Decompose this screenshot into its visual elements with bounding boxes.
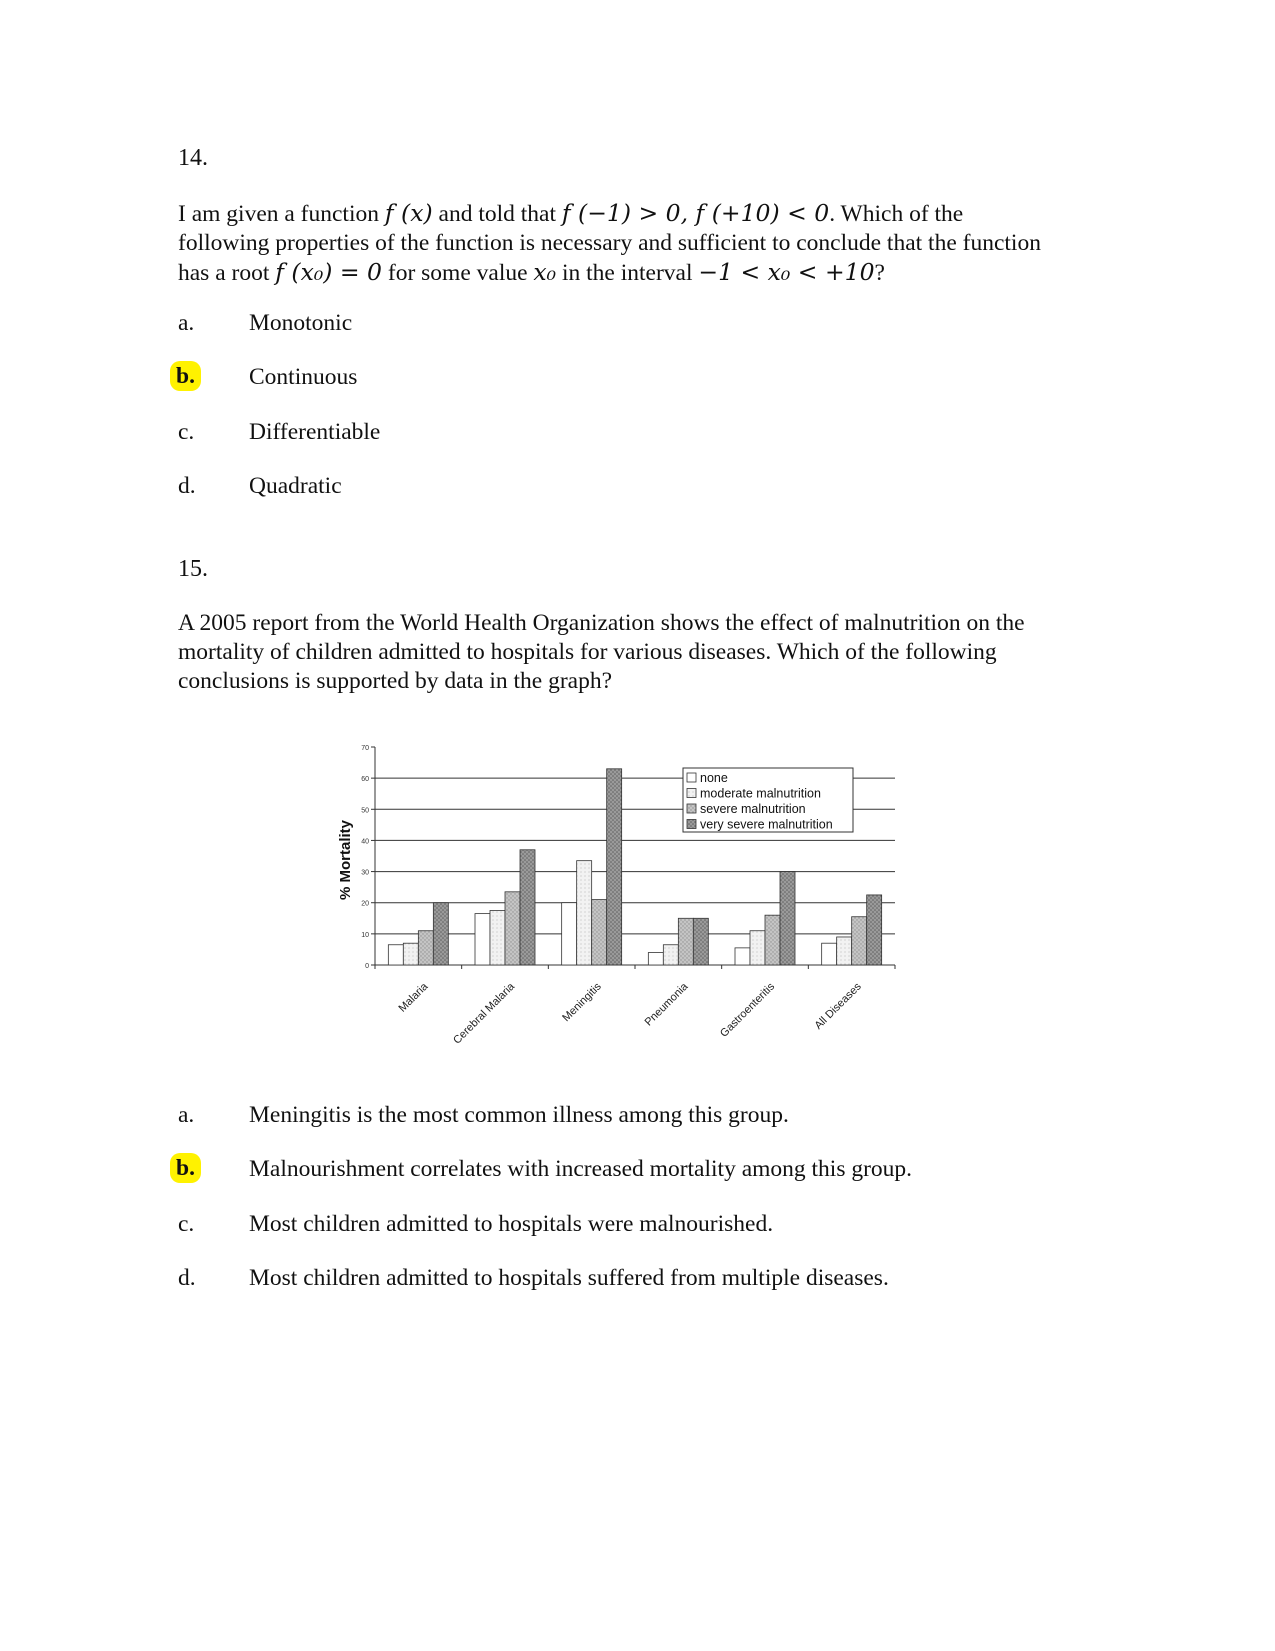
bar-meningitis-1 xyxy=(577,861,592,965)
chart-y-axis-label: % Mortality xyxy=(337,819,354,901)
bar-pneumonia-3 xyxy=(693,918,708,965)
x-category-label: Malaria xyxy=(396,980,431,1015)
bar-pneumonia-0 xyxy=(648,953,663,965)
q15-option-b-text: Malnourishment correlates with increased mortality among this group. xyxy=(249,1156,913,1182)
q14-stem-text-6: ? xyxy=(874,260,885,286)
q15-option-d-text: Most children admitted to hospitals suffered from multiple diseases. xyxy=(249,1265,889,1291)
q14-condition-expr: f (−1) > 0, f (+10) < 0 xyxy=(561,199,830,227)
y-tick-label: 20 xyxy=(361,900,369,908)
question-15-stem: A 2005 report from the World Health Organization shows the effect of malnutrition on the mortality of children admitted to hospitals for various diseases. Which of the following conclusions is supported by data in the graph? xyxy=(178,610,1025,694)
x-category-label: Cerebral Malaria xyxy=(451,980,518,1047)
q15-option-b-letter-highlighted: b. xyxy=(170,1153,201,1183)
bar-all-diseases-0 xyxy=(822,943,837,965)
y-tick-label: 70 xyxy=(361,745,369,752)
bar-gastroenteritis-3 xyxy=(780,872,795,965)
q14-stem-text-1: I am given a function xyxy=(178,201,385,227)
bar-malaria-1 xyxy=(403,943,418,965)
q14-option-d-text: Quadratic xyxy=(249,473,342,499)
bar-all-diseases-2 xyxy=(852,917,867,965)
y-tick-label: 60 xyxy=(361,776,369,784)
q14-stem-text-5: in the interval xyxy=(556,260,699,286)
bar-meningitis-0 xyxy=(562,903,577,965)
bar-pneumonia-2 xyxy=(678,918,693,965)
y-tick-label: 0 xyxy=(365,963,369,970)
legend-swatch xyxy=(687,820,696,829)
chart-x-labels xyxy=(396,980,864,1047)
y-tick-label: 10 xyxy=(361,931,369,939)
q14-option-a-text: Monotonic xyxy=(249,310,353,336)
mortality-bar-chart xyxy=(320,735,940,1080)
bar-gastroenteritis-0 xyxy=(735,948,750,965)
bar-gastroenteritis-2 xyxy=(765,915,780,965)
bar-cerebral-malaria-0 xyxy=(475,914,490,965)
bar-pneumonia-1 xyxy=(663,945,678,965)
bar-all-diseases-3 xyxy=(867,895,882,965)
q14-option-a-letter: a. xyxy=(178,310,195,336)
bar-malaria-0 xyxy=(388,945,403,965)
y-tick-label: 40 xyxy=(361,838,369,846)
q15-option-a-text: Meningitis is the most common illness among this group. xyxy=(249,1102,789,1128)
x-category-label: Gastroenteritis xyxy=(718,980,778,1040)
bar-meningitis-2 xyxy=(592,900,607,965)
x-category-label: All Diseases xyxy=(812,980,864,1032)
bar-all-diseases-1 xyxy=(837,937,852,965)
q14-option-d-letter: d. xyxy=(178,473,196,499)
question-number-14: 14. xyxy=(178,145,208,171)
bar-malaria-3 xyxy=(433,903,448,965)
x-category-label: Pneumonia xyxy=(642,980,691,1029)
q15-option-d-letter: d. xyxy=(178,1265,196,1291)
legend-swatch xyxy=(687,789,696,798)
legend-entry: none xyxy=(700,771,728,785)
q14-root-expr: f (x₀) = 0 xyxy=(275,258,383,286)
bar-cerebral-malaria-2 xyxy=(505,892,520,965)
bar-cerebral-malaria-3 xyxy=(520,850,535,965)
q14-stem-text-3: . Which of the following properties of the function is necessary and sufficient to conclude that the function has a root xyxy=(178,201,1041,286)
legend-entry: very severe malnutrition xyxy=(700,817,833,832)
question-number-15: 15. xyxy=(178,556,208,582)
legend-swatch xyxy=(687,804,696,813)
q15-option-c-text: Most children admitted to hospitals were malnourished. xyxy=(249,1211,774,1237)
bar-cerebral-malaria-1 xyxy=(490,911,505,966)
chart-legend xyxy=(683,768,853,832)
x-category-label: Meningitis xyxy=(560,980,604,1025)
legend-entry: severe malnutrition xyxy=(700,802,806,816)
legend-entry: moderate malnutrition xyxy=(700,786,821,801)
bar-meningitis-3 xyxy=(607,769,622,965)
question-14-stem xyxy=(178,199,1058,288)
q14-option-c-text: Differentiable xyxy=(249,419,381,445)
y-tick-label: 50 xyxy=(361,807,369,815)
q14-interval-expr: −1 < x₀ < +10 xyxy=(698,258,875,286)
q14-stem-text-2: and told that xyxy=(432,201,562,227)
q14-function-expr: f (x) xyxy=(384,199,433,227)
bar-gastroenteritis-1 xyxy=(750,931,765,965)
bar-malaria-2 xyxy=(418,931,433,965)
q14-option-b-text: Continuous xyxy=(249,364,358,390)
legend-swatch xyxy=(687,773,696,782)
y-tick-label: 30 xyxy=(361,869,369,877)
q14-stem-text-4: for some value xyxy=(382,260,534,286)
q14-option-c-letter: c. xyxy=(178,419,195,445)
q15-option-a-letter: a. xyxy=(178,1102,195,1128)
q14-option-b-letter-highlighted: b. xyxy=(170,361,201,391)
q15-option-c-letter: c. xyxy=(178,1211,195,1237)
q14-x0-expr: x₀ xyxy=(533,258,557,286)
